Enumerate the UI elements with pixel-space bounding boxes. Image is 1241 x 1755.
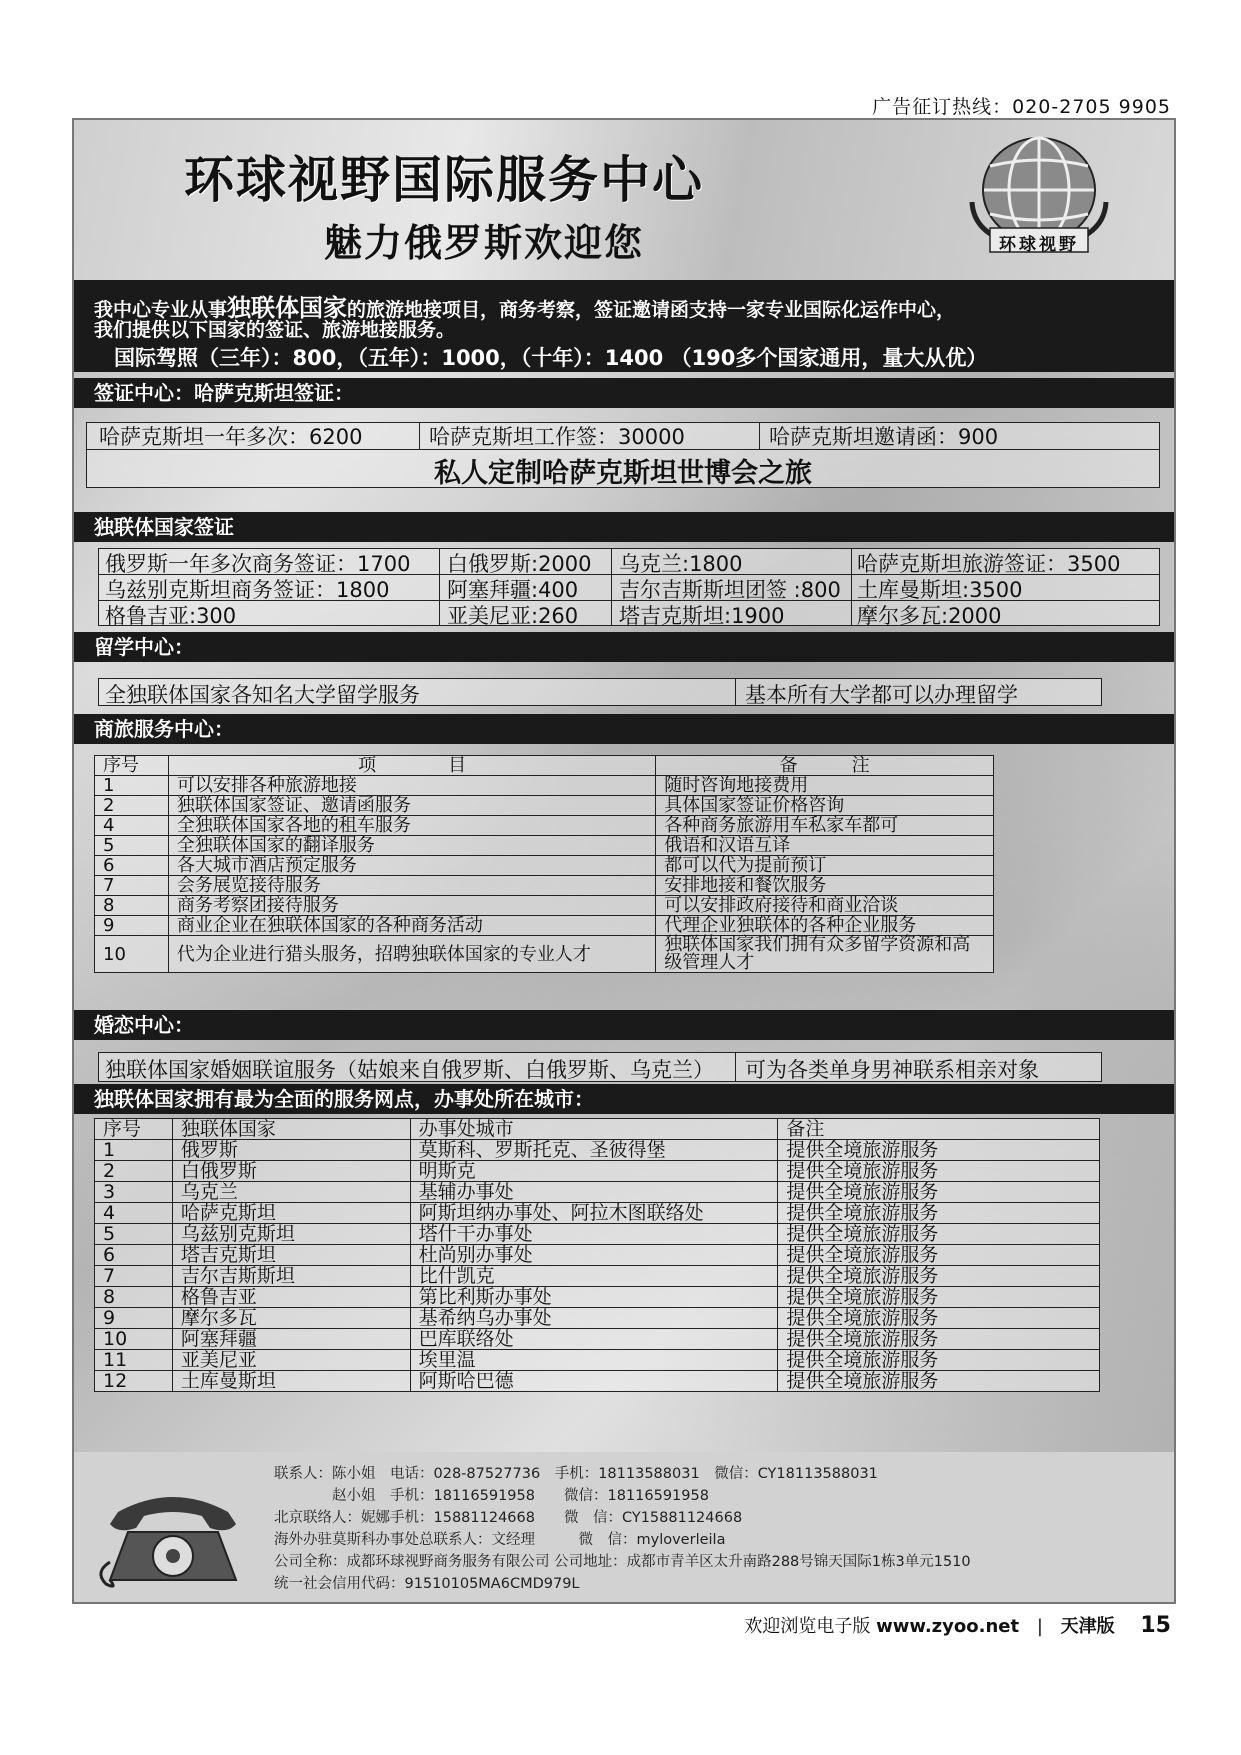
row-note: 提供全境旅游服务 bbox=[778, 1287, 1100, 1308]
row-city: 埃里温 bbox=[410, 1350, 778, 1371]
row-item: 商业企业在独联体国家的各种商务活动 bbox=[168, 916, 655, 936]
row-country: 土库曼斯坦 bbox=[172, 1371, 410, 1392]
row-no: 7 bbox=[95, 1266, 173, 1287]
row-note: 提供全境旅游服务 bbox=[778, 1203, 1100, 1224]
cis-visa-item: 摩尔多瓦:2000 bbox=[857, 604, 1002, 628]
intro-block bbox=[74, 280, 1174, 372]
row-city: 阿斯坦纳办事处、阿拉木图联络处 bbox=[410, 1203, 778, 1224]
study-left: 全独联体国家各知名大学留学服务 bbox=[105, 683, 420, 707]
row-country: 塔吉克斯坦 bbox=[172, 1245, 410, 1266]
row-country: 乌克兰 bbox=[172, 1182, 410, 1203]
row-no: 5 bbox=[95, 836, 169, 856]
cis-visa-item: 格鲁吉亚:300 bbox=[105, 604, 237, 628]
row-note: 代理企业独联体的各种企业服务 bbox=[656, 916, 994, 936]
contact-line: 海外办驻莫斯科办事处总联系人：文经理 微 信：myloverleila bbox=[274, 1532, 726, 1548]
row-item: 各大城市酒店预定服务 bbox=[168, 856, 655, 876]
row-city: 基希纳乌办事处 bbox=[410, 1308, 778, 1329]
row-no: 9 bbox=[95, 916, 169, 936]
table-row bbox=[95, 776, 994, 796]
study-box bbox=[98, 678, 1102, 706]
header-cell: 办事处城市 bbox=[410, 1119, 778, 1140]
row-note: 随时咨询地接费用 bbox=[656, 776, 994, 796]
row-city: 比什凯克 bbox=[410, 1266, 778, 1287]
row-country: 摩尔多瓦 bbox=[172, 1308, 410, 1329]
intro-line-2: 我们提供以下国家的签证、旅游地接服务。 bbox=[94, 319, 456, 341]
table-row bbox=[95, 1182, 1100, 1203]
row-note: 独联体国家我们拥有众多留学资源和高级管理人才 bbox=[656, 936, 994, 973]
offices-table bbox=[94, 1118, 1100, 1392]
ad-hotline: 广告征订热线：020-2705 9905 bbox=[872, 96, 1171, 118]
row-item: 独联体国家签证、邀请函服务 bbox=[168, 796, 655, 816]
row-note: 提供全境旅游服务 bbox=[778, 1140, 1100, 1161]
row-note: 安排地接和餐饮服务 bbox=[656, 876, 994, 896]
header-cell: 项 目 bbox=[168, 756, 655, 776]
cis-visa-heading: 独联体国家签证 bbox=[74, 512, 1174, 542]
cis-visa-item: 乌克兰:1800 bbox=[619, 552, 743, 576]
advertisement bbox=[72, 118, 1176, 1604]
marriage-right: 可为各类单身男神联系相亲对象 bbox=[745, 1058, 1039, 1082]
table-row bbox=[95, 1287, 1100, 1308]
cis-visa-item: 白俄罗斯:2000 bbox=[447, 552, 592, 576]
cis-visa-item: 俄罗斯一年多次商务签证：1700 bbox=[105, 552, 411, 576]
table-row bbox=[95, 816, 994, 836]
page-number: 15 bbox=[1140, 1613, 1171, 1638]
row-no: 6 bbox=[95, 856, 169, 876]
row-note: 提供全境旅游服务 bbox=[778, 1371, 1100, 1392]
row-item: 全独联体国家各地的租车服务 bbox=[168, 816, 655, 836]
cis-visa-item: 乌兹别克斯坦商务签证：1800 bbox=[105, 578, 390, 602]
row-item: 商务考察团接待服务 bbox=[168, 896, 655, 916]
footer-site: www.zyoo.net bbox=[876, 1616, 1020, 1637]
row-city: 莫斯科、罗斯托克、圣彼得堡 bbox=[410, 1140, 778, 1161]
business-center-heading: 商旅服务中心： bbox=[74, 714, 1174, 744]
row-note: 俄语和汉语互译 bbox=[656, 836, 994, 856]
intro-text-cis: 独联体国家 bbox=[227, 294, 348, 322]
page-footer bbox=[744, 1612, 1171, 1638]
row-note: 可以安排政府接待和商业洽谈 bbox=[656, 896, 994, 916]
row-city: 明斯克 bbox=[410, 1161, 778, 1182]
row-note: 提供全境旅游服务 bbox=[778, 1245, 1100, 1266]
row-city: 巴库联络处 bbox=[410, 1329, 778, 1350]
row-item: 可以安排各种旅游地接 bbox=[168, 776, 655, 796]
table-row bbox=[95, 796, 994, 816]
table-row bbox=[95, 916, 994, 936]
row-no: 1 bbox=[95, 776, 169, 796]
table-row bbox=[95, 1161, 1100, 1182]
logo-text: 环球视野 bbox=[999, 235, 1079, 255]
row-no: 4 bbox=[95, 816, 169, 836]
row-city: 杜尚别办事处 bbox=[410, 1245, 778, 1266]
row-note: 各种商务旅游用车私家车都可 bbox=[656, 816, 994, 836]
table-row bbox=[95, 896, 994, 916]
cis-visa-item: 亚美尼亚:260 bbox=[447, 604, 579, 628]
row-item: 会务展览接待服务 bbox=[168, 876, 655, 896]
row-country: 吉尔吉斯斯坦 bbox=[172, 1266, 410, 1287]
ad-header bbox=[74, 120, 1174, 280]
table-row bbox=[95, 1203, 1100, 1224]
table-row bbox=[95, 1224, 1100, 1245]
ad-subtitle: 魅力俄罗斯欢迎您 bbox=[324, 220, 645, 265]
table-row bbox=[95, 1245, 1100, 1266]
cis-visa-box bbox=[98, 548, 1160, 626]
cis-visa-item: 土库曼斯坦:3500 bbox=[857, 578, 1023, 602]
contact-line: 北京联络人：妮娜手机：15881124668 微 信：CY15881124668 bbox=[274, 1510, 743, 1526]
row-country: 乌兹别克斯坦 bbox=[172, 1224, 410, 1245]
header-cell: 序号 bbox=[95, 1119, 173, 1140]
cis-visa-item: 阿塞拜疆:400 bbox=[447, 578, 579, 602]
row-note: 提供全境旅游服务 bbox=[778, 1350, 1100, 1371]
visa-item: 哈萨克斯坦工作签：30000 bbox=[429, 425, 685, 449]
row-no: 9 bbox=[95, 1308, 173, 1329]
row-country: 白俄罗斯 bbox=[172, 1161, 410, 1182]
header-cell: 备注 bbox=[778, 1119, 1100, 1140]
table-row bbox=[95, 1371, 1100, 1392]
table-row bbox=[95, 936, 994, 973]
row-no: 11 bbox=[95, 1350, 173, 1371]
visa-center-heading: 签证中心：哈萨克斯坦签证： bbox=[74, 378, 1174, 408]
row-no: 5 bbox=[95, 1224, 173, 1245]
row-note: 提供全境旅游服务 bbox=[778, 1308, 1100, 1329]
visa-item: 哈萨克斯坦邀请函：900 bbox=[769, 425, 999, 449]
cis-visa-item: 塔吉克斯坦:1900 bbox=[619, 604, 785, 628]
offices-heading: 独联体国家拥有最为全面的服务网点，办事处所在城市： bbox=[74, 1084, 1174, 1114]
row-country: 亚美尼亚 bbox=[172, 1350, 410, 1371]
table-row bbox=[95, 876, 994, 896]
row-item: 全独联体国家的翻译服务 bbox=[168, 836, 655, 856]
row-no: 2 bbox=[95, 1161, 173, 1182]
row-no: 10 bbox=[95, 1329, 173, 1350]
cis-visa-item: 吉尔吉斯斯坦团签 :800 bbox=[619, 578, 841, 602]
table-row bbox=[95, 1308, 1100, 1329]
study-right: 基本所有大学都可以办理留学 bbox=[745, 683, 1018, 707]
table-row bbox=[95, 1329, 1100, 1350]
row-city: 塔什干办事处 bbox=[410, 1224, 778, 1245]
contact-block bbox=[74, 1452, 1174, 1602]
table-row bbox=[95, 1266, 1100, 1287]
row-note: 提供全境旅游服务 bbox=[778, 1161, 1100, 1182]
row-no: 8 bbox=[95, 896, 169, 916]
marriage-left: 独联体国家婚姻联谊服务（姑娘来自俄罗斯、白俄罗斯、乌克兰） bbox=[105, 1058, 714, 1082]
row-no: 1 bbox=[95, 1140, 173, 1161]
footer-divider: | bbox=[1036, 1616, 1043, 1637]
visa-center-box bbox=[86, 422, 1160, 488]
table-row bbox=[95, 836, 994, 856]
telephone-icon bbox=[98, 1472, 248, 1592]
table-row bbox=[95, 1350, 1100, 1371]
row-no: 12 bbox=[95, 1371, 173, 1392]
row-no: 4 bbox=[95, 1203, 173, 1224]
row-no: 2 bbox=[95, 796, 169, 816]
row-note: 都可以代为提前预订 bbox=[656, 856, 994, 876]
row-item: 代为企业进行猎头服务，招聘独联体国家的专业人才 bbox=[168, 936, 655, 973]
row-country: 哈萨克斯坦 bbox=[172, 1203, 410, 1224]
table-header bbox=[95, 756, 994, 776]
business-services-table bbox=[94, 755, 994, 973]
row-city: 第比利斯办事处 bbox=[410, 1287, 778, 1308]
study-center-heading: 留学中心： bbox=[74, 632, 1174, 662]
contact-line: 统一社会信用代码：91510105MA6CMD979L bbox=[274, 1576, 580, 1592]
table-header bbox=[95, 1119, 1100, 1140]
expo-tour-highlight: 私人定制哈萨克斯坦世博会之旅 bbox=[434, 458, 812, 489]
intro-text-c: 的旅游地接项目，商务考察，签证邀请函支持一家专业国际化运作中心， bbox=[347, 299, 956, 321]
driving-license-prices: 国际驾照（三年）：800，（五年）：1000，（十年）：1400 （190多个国家通用，量大从优） bbox=[114, 346, 988, 370]
contact-line: 赵小姐 手机：18116591958 微信：18116591958 bbox=[274, 1488, 709, 1504]
header-cell: 独联体国家 bbox=[172, 1119, 410, 1140]
row-note: 提供全境旅游服务 bbox=[778, 1329, 1100, 1350]
row-no: 6 bbox=[95, 1245, 173, 1266]
contact-line: 公司全称：成都环球视野商务服务有限公司 公司地址：成都市青羊区太升南路288号锦天国际1栋3单元1510 bbox=[274, 1554, 971, 1570]
footer-edition: 天津版 bbox=[1060, 1616, 1115, 1637]
table-row bbox=[95, 1140, 1100, 1161]
intro-text-a: 我中心专业从事 bbox=[94, 299, 228, 321]
table-row bbox=[95, 856, 994, 876]
footer-welcome: 欢迎浏览电子版 bbox=[744, 1616, 871, 1637]
row-note: 提供全境旅游服务 bbox=[778, 1182, 1100, 1203]
row-country: 格鲁吉亚 bbox=[172, 1287, 410, 1308]
row-country: 阿塞拜疆 bbox=[172, 1329, 410, 1350]
row-note: 具体国家签证价格咨询 bbox=[656, 796, 994, 816]
row-country: 俄罗斯 bbox=[172, 1140, 410, 1161]
row-no: 10 bbox=[95, 936, 169, 973]
header-cell: 备 注 bbox=[656, 756, 994, 776]
row-note: 提供全境旅游服务 bbox=[778, 1224, 1100, 1245]
row-city: 阿斯哈巴德 bbox=[410, 1371, 778, 1392]
contact-line: 联系人：陈小姐 电话：028-87527736 手机：18113588031 微信：CY18113588031 bbox=[274, 1466, 878, 1482]
row-note: 提供全境旅游服务 bbox=[778, 1266, 1100, 1287]
header-cell: 序号 bbox=[95, 756, 169, 776]
ad-title: 环球视野国际服务中心 bbox=[184, 150, 704, 209]
row-no: 3 bbox=[95, 1182, 173, 1203]
cis-visa-item: 哈萨克斯坦旅游签证：3500 bbox=[857, 552, 1121, 576]
row-city: 基辅办事处 bbox=[410, 1182, 778, 1203]
visa-item: 哈萨克斯坦一年多次：6200 bbox=[99, 425, 363, 449]
marriage-box bbox=[98, 1052, 1102, 1082]
row-no: 8 bbox=[95, 1287, 173, 1308]
marriage-center-heading: 婚恋中心： bbox=[74, 1010, 1174, 1040]
row-no: 7 bbox=[95, 876, 169, 896]
